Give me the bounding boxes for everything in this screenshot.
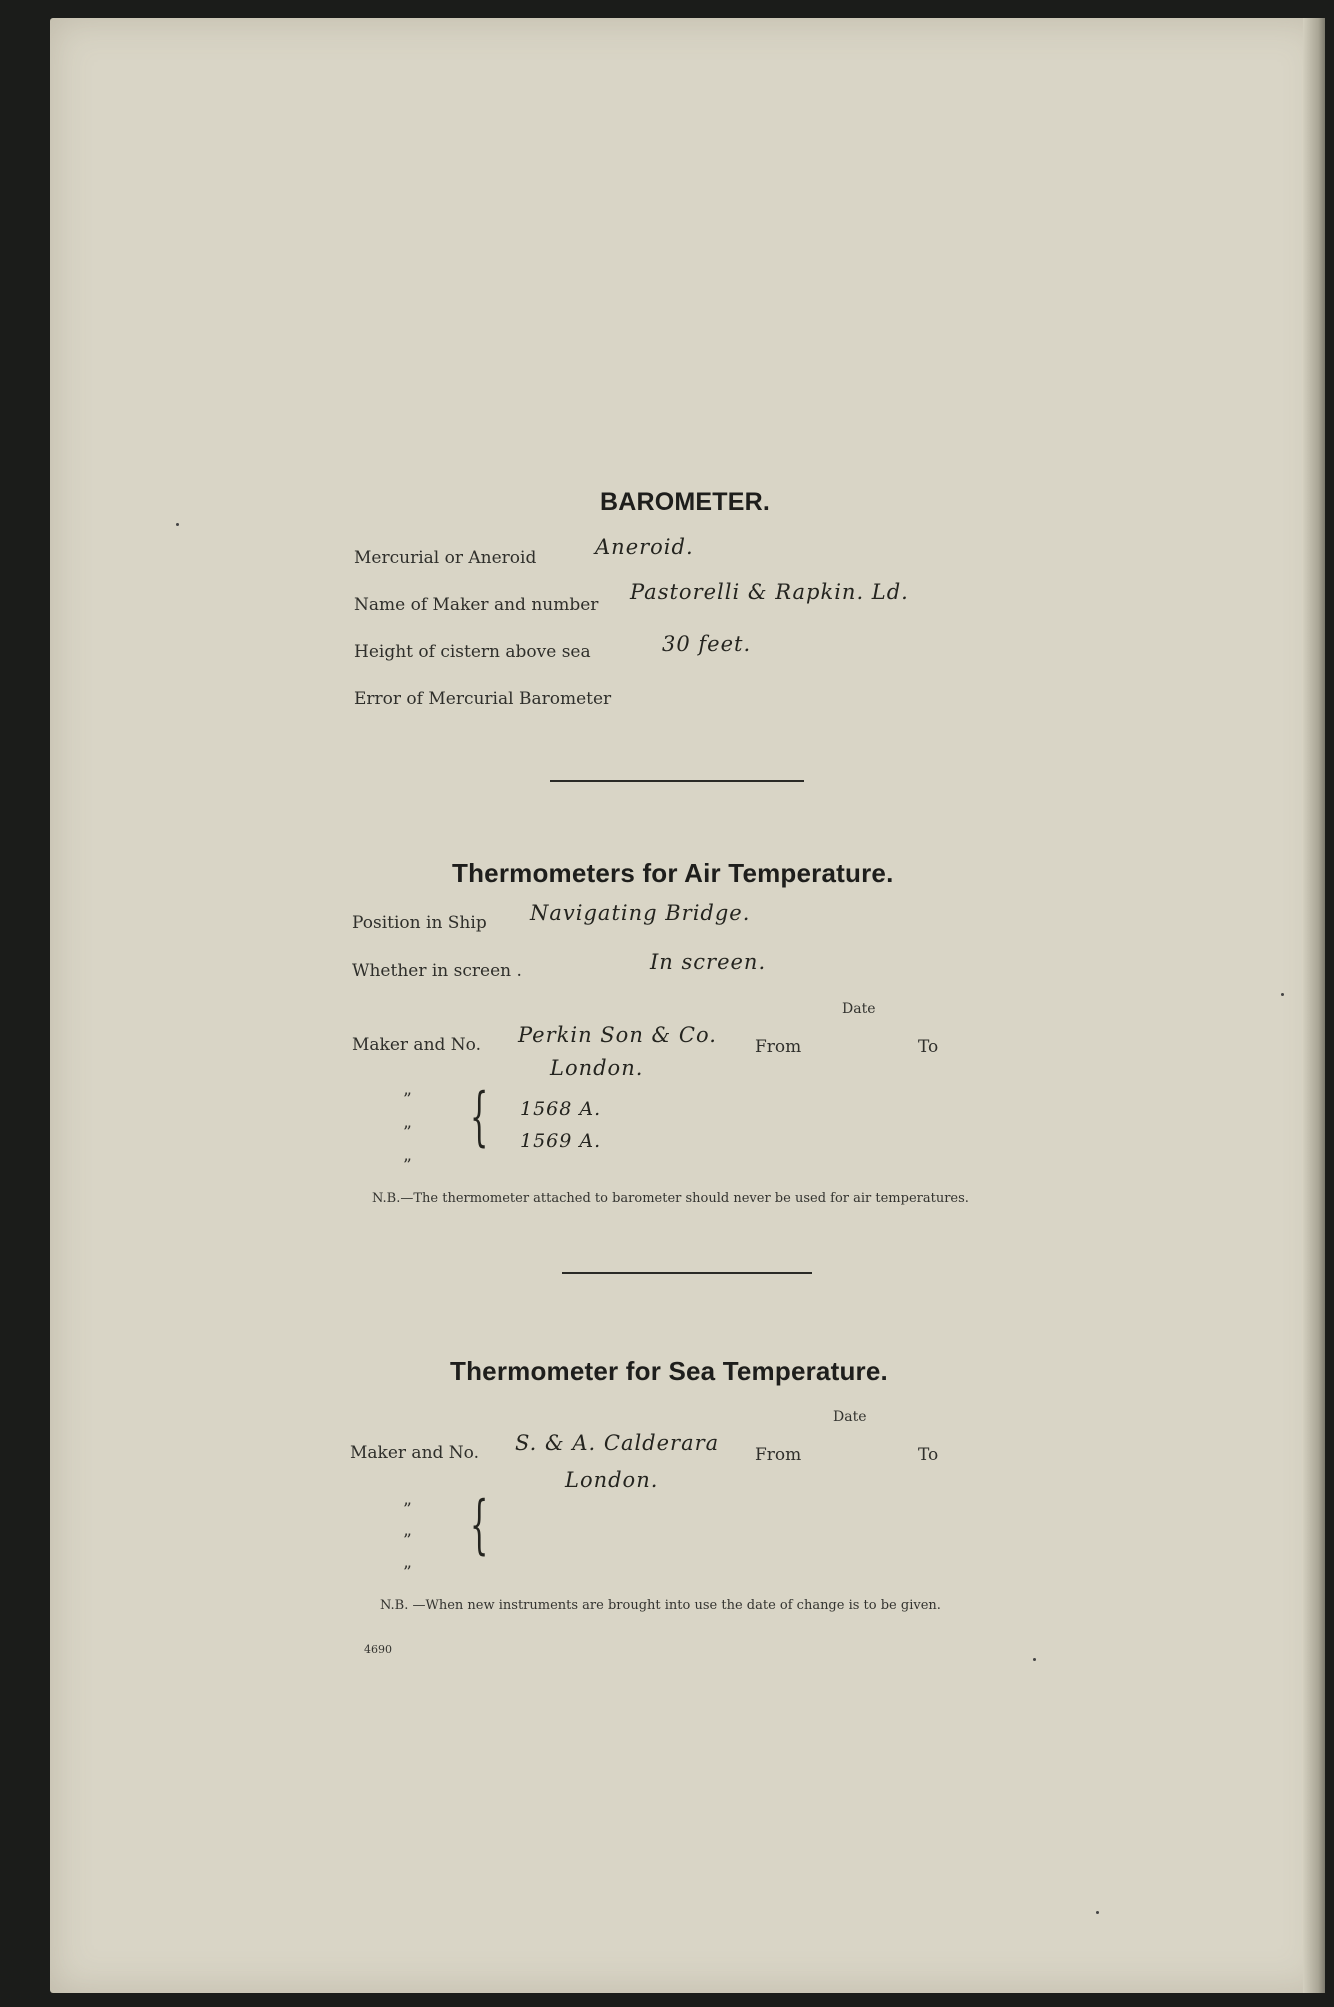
page-edge	[1303, 18, 1325, 1993]
paper-speck	[176, 523, 179, 526]
mercurial-value: Aneroid.	[595, 535, 694, 559]
air-date-label: Date	[842, 1001, 876, 1017]
error-label: Error of Mercurial Barometer	[354, 689, 612, 709]
sea-note: N.B. —When new instruments are brought into use the date of change is to be given.	[380, 1598, 941, 1613]
form-number: 4690	[364, 1643, 392, 1656]
air-title: Thermometers for Air Temperature.	[452, 858, 894, 888]
sea-date-label: Date	[833, 1409, 867, 1425]
paper-speck	[1281, 993, 1284, 996]
ditto-mark: ”	[403, 1156, 412, 1176]
mercurial-label: Mercurial or Aneroid	[354, 548, 537, 568]
air-maker-value-2: London.	[550, 1056, 644, 1080]
air-maker-value-1: Perkin Son & Co.	[518, 1023, 717, 1047]
maker-label: Name of Maker and number	[354, 595, 599, 615]
air-number-2: 1569 A.	[520, 1130, 602, 1152]
sea-maker-value-2: London.	[565, 1468, 659, 1492]
brace: {	[470, 1488, 489, 1562]
air-number-1: 1568 A.	[520, 1098, 602, 1120]
ditto-mark: ”	[403, 1531, 412, 1551]
sea-maker-label: Maker and No.	[350, 1443, 480, 1463]
position-value: Navigating Bridge.	[530, 901, 751, 925]
sea-from-label: From	[755, 1445, 802, 1465]
form-page	[50, 18, 1325, 1993]
maker-value: Pastorelli & Rapkin. Ld.	[630, 580, 909, 604]
cistern-label: Height of cistern above sea	[354, 642, 591, 662]
screen-label: Whether in screen .	[352, 961, 522, 981]
sea-title: Thermometer for Sea Temperature.	[450, 1356, 888, 1386]
position-label: Position in Ship	[352, 913, 487, 933]
divider	[550, 780, 804, 782]
barometer-title: BAROMETER.	[600, 488, 771, 516]
cistern-value: 30 feet.	[662, 632, 752, 656]
ditto-mark: ”	[403, 1123, 412, 1143]
air-note: N.B.—The thermometer attached to barometer should never be used for air temperatures.	[372, 1191, 969, 1206]
paper-speck	[1033, 1658, 1036, 1661]
air-to-label: To	[918, 1037, 939, 1057]
ditto-mark: ”	[403, 1090, 412, 1110]
air-maker-label: Maker and No.	[352, 1035, 482, 1055]
sea-to-label: To	[918, 1445, 939, 1465]
ditto-mark: ”	[403, 1500, 412, 1520]
screen-value: In screen.	[650, 950, 767, 974]
ditto-mark: ”	[403, 1563, 412, 1583]
paper-speck	[1096, 1911, 1099, 1914]
divider	[562, 1272, 812, 1274]
brace: {	[470, 1080, 489, 1154]
air-from-label: From	[755, 1037, 802, 1057]
sea-maker-value-1: S. & A. Calderara	[515, 1431, 720, 1455]
